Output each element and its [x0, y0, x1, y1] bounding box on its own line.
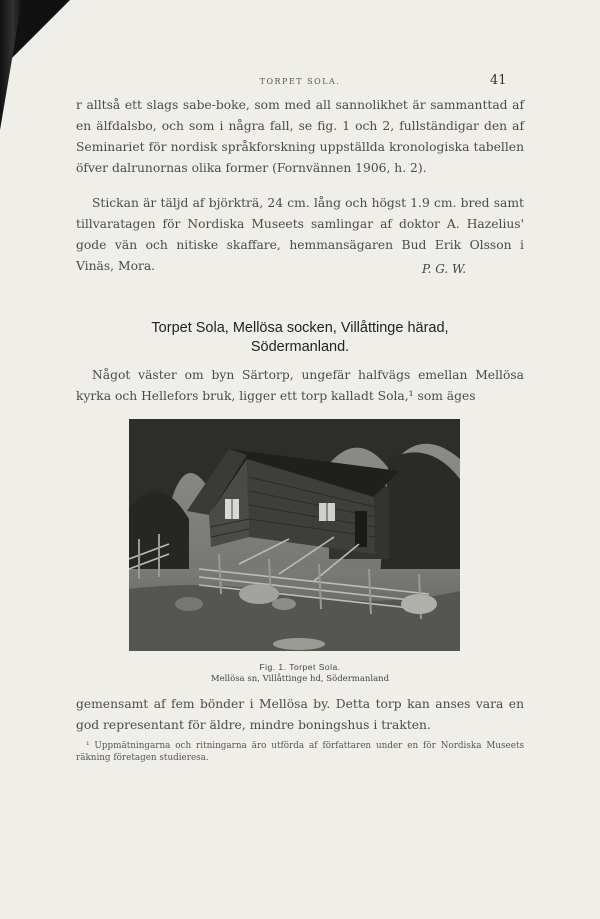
- running-head: TORPET SOLA.: [259, 77, 341, 86]
- page-number: 41: [490, 73, 507, 88]
- caption-title: Fig. 1. Torpet Sola.: [259, 662, 341, 672]
- heading-line-1: Torpet Sola, Mellösa socken, Villåttinge härad,: [151, 320, 449, 336]
- paragraph-4-text: gemensamt af fem bönder i Mellösa by. Detta torp kan anses vara en god representant för äldre, mindre boningshus i trakten.: [76, 697, 524, 732]
- section-heading: [76, 319, 524, 357]
- paragraph-1-text: r alltså ett slags sabe-boke, som med all sannolikhet är sammanttad af en älfdalsbo, och som i några fall, se fig. 1 och 2, fullständigar den af Seminariet för nordisk språkforskning uppställda kronologiska tabellen öfver dalrunornas olika former (Fornvännen 1906, h. 2).: [76, 98, 524, 175]
- cottage-photo-illustration: [129, 419, 460, 651]
- paragraph-1: [76, 95, 524, 179]
- heading-line-2: Södermanland.: [250, 339, 350, 355]
- paragraph-2-text: Stickan är täljd af björkträ, 24 cm. lång och högst 1.9 cm. bred samt tillvaratagen för Nordiska Museets samlingar af doktor A. Hazelius' gode vän och nitiske skaffare, hemmansägaren Bud Erik Olsson i Vinäs, Mora.: [76, 196, 524, 273]
- figure-caption: [76, 661, 524, 685]
- paragraph-3-text: Något väster om byn Särtorp, ungefär halfvägs emellan Mellösa kyrka och Hellefors bruk, ligger ett torp kalladt Sola,¹ som äges: [76, 368, 524, 403]
- paragraph-3: [76, 365, 524, 407]
- figure-photo: [129, 419, 460, 651]
- paragraph-4: [76, 694, 524, 736]
- footnote: ¹ Uppmätningarna och ritningarna äro utförda af författaren under en för Nordiska Museets räkning företagen studieresa.: [76, 741, 524, 763]
- author-signature: P. G. W.: [422, 262, 467, 276]
- caption-subtitle: Mellösa sn, Villåttinge hd, Södermanland: [210, 674, 390, 684]
